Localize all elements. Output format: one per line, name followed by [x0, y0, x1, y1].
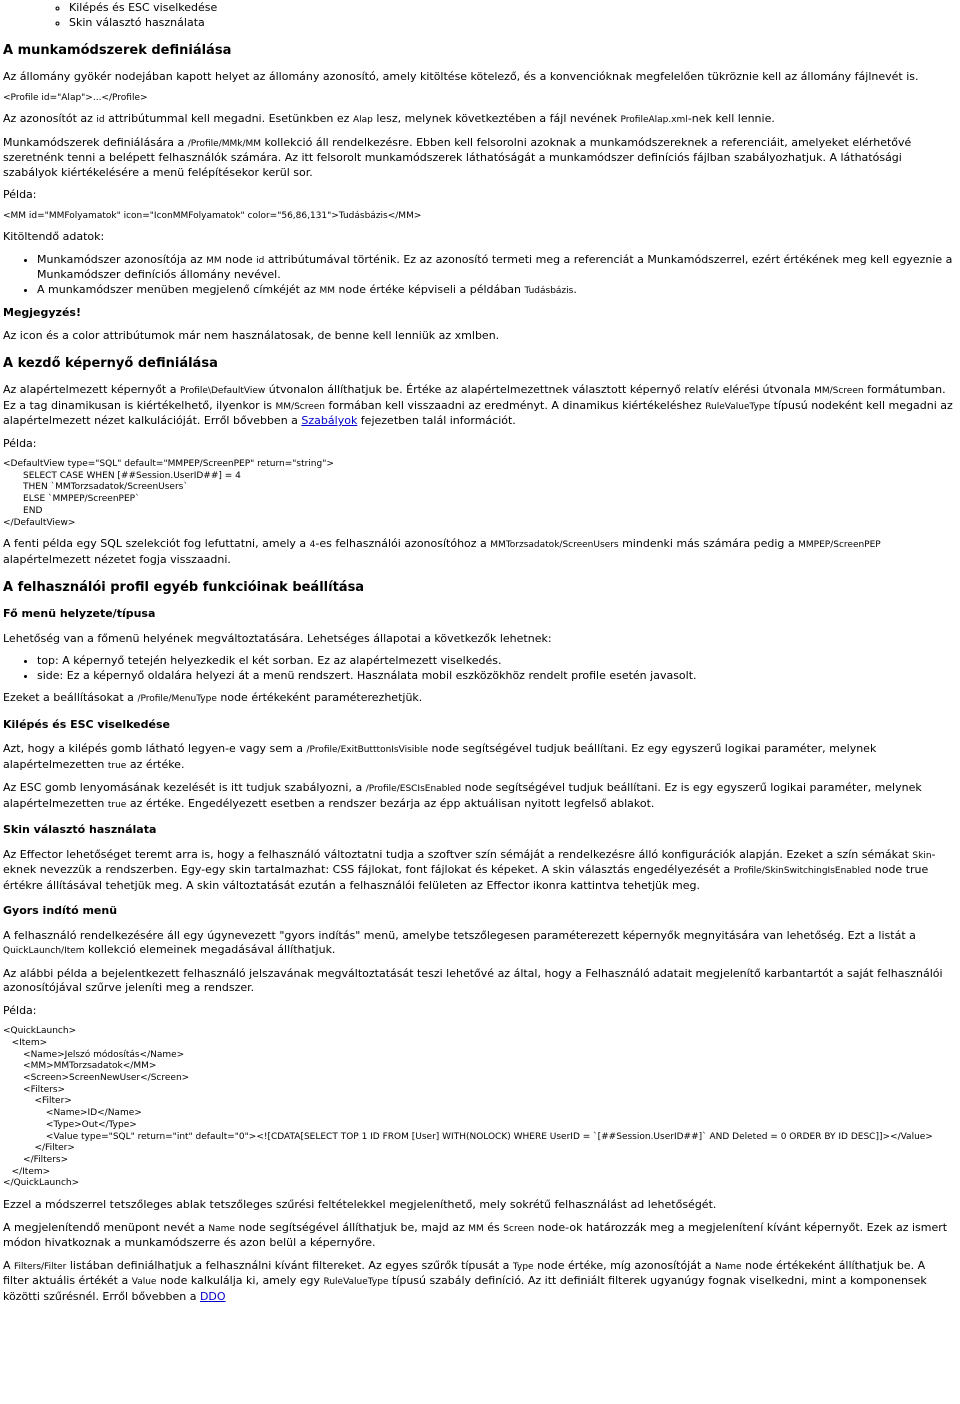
list-item: • top: A képernyő tetején helyezkedik el két sorban. Ez az alapértelmezett viselkedés.	[37, 654, 954, 669]
toc-list	[3, 0, 954, 30]
list-item: • Munkamódszer azonosítója az MM node id attribútumával történik. Ez az azonosító termeti meg a referenciát a Munkamódszerrel, ezért értékének meg kell egyeznie a Munkamódszer definíciós állomány nevével.	[37, 253, 954, 283]
toc-item: ◦ Skin választó használata	[69, 15, 954, 30]
paragraph: Munkamódszerek definiálására a /Profile/MMk/MM kollekció áll rendelkezésre. Ebben kell felsorolni azoknak a munkamódszereknek a referenciáit, amelyeket elérhetővé szeretnénk tenni a belépett felhasználók számára. Az itt felsorolt munkamódszerek láthatóságát a munkamódszer definíciós fájlban szabályozhatjuk. A láthatósági szabályok kiértékelésére a menü felépítésekor kerül sor.	[3, 135, 912, 179]
subsection-title: Gyors indító menü	[3, 904, 118, 918]
code-block: <DefaultView type="SQL" default="MMPEP/ScreenPEP" return="string"> SELECT CASE WHEN [##Session.UserID##] = 4 THEN `MMTorzsadatok/ScreenUsers` ELSE `MMPEP/ScreenPEP` END </DefaultView>	[3, 459, 334, 528]
paragraph: Ezzel a módszerrel tetszőleges ablak tetszőleges szűrési feltételekkel megjeleníthető, mely sokrétű felhasználást ad lehetőségét.	[3, 1198, 717, 1212]
paragraph: Ezeket a beállításokat a /Profile/MenuType node értékeként paraméterezhetjük.	[3, 691, 423, 705]
paragraph: Lehetőség van a főmenü helyének megváltoztatására. Lehetséges állapotai a következők lehetnek:	[3, 631, 552, 645]
paragraph: Az icon és a color attribútumok már nem használatosak, de benne kell lenniük az xmlben.	[3, 328, 500, 342]
paragraph: Az ESC gomb lenyomásának kezelését is itt tudjuk szabályozni, a /Profile/ESCIsEnabled node segítségével tudjuk beállítani. Ez is egy egyszerű logikai paraméter, melynek alapértelmezetten true az értéke. Engedélyezett esetben a rendszer bezárja az épp aktuálisan nyitott legfelső ablakot.	[3, 781, 922, 810]
paragraph: Az alábbi példa a bejelentkezett felhasználó jelszavának megváltoztatását teszi lehetővé az által, hogy a Felhasználó adatait megjelenítő karbantartót a saját felhasználói azonosítójával szűrve jeleníti meg a rendszer.	[3, 966, 943, 995]
code-line: <MM id="MMFolyamatok" icon="IconMMFolyamatok" color="56,86,131">Tudásbázis</MM>	[3, 210, 422, 221]
section-title: A felhasználói profil egyéb funkcióinak beállítása	[3, 580, 365, 596]
section-title: A munkamódszerek definiálása	[3, 43, 232, 58]
code-line: <Profile id="Alap">...</Profile>	[3, 92, 148, 103]
example-label: Példa:	[3, 436, 37, 450]
bullet-list	[3, 654, 954, 683]
subsection-title: Skin választó használata	[3, 823, 157, 837]
code-block: <QuickLaunch> <Item> <Name>Jelszó módosítás</Name> <MM>MMTorzsadatok</MM> <Screen>ScreenNewUser</Screen> <Filters> <Filter> <Name>ID</Name> <Type>Out</Type> <Value type="SQL" return="int" default="0"><![CDATA[SELECT TOP 1 ID FROM [User] WITH(NOLOCK) WHERE UserID = `[##Session.UserID##]` AND Deleted = 0 ORDER BY ID DESC]]></Value> </Filter> </Filters> </Item> </QuickLaunch>	[3, 1026, 933, 1189]
paragraph: Az állomány gyökér nodejában kapott helyet az állomány azonosító, amely kitöltése kötelező, és a konvencióknak megfelelően tükröznie kell az állomány fájlnevét is.	[3, 70, 919, 83]
example-label: Példa:	[3, 188, 37, 201]
note-heading: Megjegyzés!	[3, 306, 81, 319]
link-szabalyok[interactable]: Szabályok	[301, 414, 358, 427]
paragraph: A Filters/Filter listában definiálhatjuk a felhasználni kívánt filtereket. Az egyes szűrők típusát a Type node értéke, míg azonosítóját a Name node értékeként állíthatjuk be. A filter aktuális értékét a Value node kalkulálja ki, amely egy RuleValueType típusú szabály definíció. Az itt definiált filterek ugyanúgy fognak viselkedni, mint a komponensek közötti szűrésnél. Erről bővebben a DDO	[3, 1258, 927, 1303]
subsection-title: Kilépés és ESC viselkedése	[3, 717, 170, 731]
section-title: A kezdő képernyő definiálása	[3, 356, 218, 371]
paragraph: A felhasználó rendelkezésére áll egy úgynevezett "gyors indítás" menü, amelybe tetszőlegesen paraméterezett képernyők megnyitására van lehetőség. Ezt a listát a QuickLaunch/Item kollekció elemeinek megadásával állíthatjuk.	[3, 928, 916, 957]
subsection-title: Fő menü helyzete/típusa	[3, 607, 156, 621]
paragraph: Azt, hogy a kilépés gomb látható legyen-e vagy sem a /Profile/ExitButttonIsVisible node segítségével tudjuk beállítani. Ez egy egyszerű logikai paraméter, melynek alapértelmezetten true az értéke.	[3, 742, 877, 771]
paragraph: Az Effector lehetőséget teremt arra is, hogy a felhasználó változtatni tudja a szoftver szín sémáját a rendelkezésre álló konfigurációk alapján. Ezeket a szín sémákat Skin-eknek nevezzük a rendszerben. Egy-egy skin tartalmazhat: CSS fájlokat, font fájlokat és képeket. A skin választás engedélyezését a Profile/SkinSwitchingIsEnabled node true értékre állításával tehetjük meg. A skin változtatását ezután a felhasználói felületen az Effector ikonra kattintva tehetjük meg.	[3, 847, 936, 892]
link-ddo[interactable]: DDO	[199, 1289, 226, 1303]
list-item: • side: Ez a képernyő oldalára helyezi át a menü rendszert. Használata mobil eszközökhöz rendelt profile esetén javasolt.	[37, 669, 954, 684]
paragraph: Az azonosítót az id attribútummal kell megadni. Esetünkben ez Alap lesz, melynek következtében a fájl nevének ProfileAlap.xml-nek kell lennie.	[3, 112, 775, 125]
paragraph: A megjelenítendő menüpont nevét a Name node segítségével állíthatjuk be, majd az MM és Screen node-ok határozzák meg a megjelenítení kívánt képernyőt. Ezek az ismert módon hivatkoznak a munkamódszerre és azon belül a képernyőre.	[3, 1220, 948, 1250]
toc-item: ◦ Kilépés és ESC viselkedése	[69, 0, 954, 15]
paragraph: Kitöltendő adatok:	[3, 230, 105, 243]
list-item: • A munkamódszer menüben megjelenő címkéjét az MM node értéke képviseli a példában Tudásbázis.	[37, 283, 954, 299]
example-label: Példa:	[3, 1003, 37, 1017]
paragraph: A fenti példa egy SQL szelekciót fog lefuttatni, amely a 4-es felhasználói azonosítóhoz a MMTorzsadatok/ScreenUsers mindenki más számára pedig a MMPEP/ScreenPEP alapértelmezett nézetet fogja visszaadni.	[3, 537, 881, 566]
paragraph: Az alapértelmezett képernyőt a Profile\DefaultView útvonalon állíthatjuk be. Értéke az alapértelmezettnek választott képernyő relatív elérési útvonala MM/Screen formátumban. Ez a tag dinamikusan is kiértékelhető, ilyenkor is MM/Screen formában kell visszaadni az eredményt. A dinamikus kiértékeléshez RuleValueType típusú nodeként kell megadni az alapértelmezett nézet kalkulációját. Erről bővebben a Szabályok fejezetben talál információt.	[3, 383, 953, 427]
bullet-list	[3, 253, 954, 299]
